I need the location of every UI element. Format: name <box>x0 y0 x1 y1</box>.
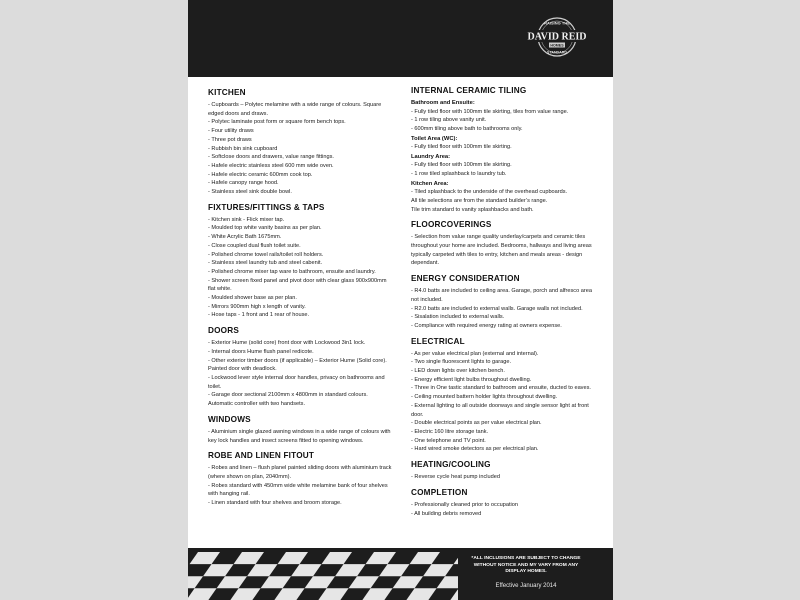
spec-item: - Hafele electric stainless steel 600 mm wide oven. <box>208 162 334 169</box>
spec-section <box>411 86 601 214</box>
brochure-page <box>188 0 613 600</box>
footer-band <box>188 548 613 600</box>
spec-item: - Professionally cleaned prior to occupation <box>411 501 518 508</box>
spec-item: All tile selections are from the standard builder’s range. <box>411 197 548 204</box>
spec-item: - Aluminium single glazed awning windows in a wide range of colours with key lock handles and insect screens fitted to opening windows. <box>208 428 391 444</box>
spec-item: - Mirrors 900mm high x length of vanity. <box>208 303 306 310</box>
spec-item: - Shower screen fixed panel and pivot door with clear glass 900x900mm flat white. <box>208 277 387 293</box>
section-title: FLOORCOVERINGS <box>411 220 492 230</box>
section-title: DOORS <box>208 326 240 336</box>
logo-name: DAVID REID <box>527 31 587 43</box>
spec-item: - Tiled splashback to the underside of the overhead cupboards. <box>411 189 568 196</box>
spec-item: - As per value electrical plan (external and internal). <box>411 350 539 357</box>
spec-item: - R2.0 batts are included to external walls. Garage walls not included. <box>411 305 583 312</box>
spec-section <box>208 415 392 445</box>
spec-item: - Reverse cycle heat pump included <box>411 474 500 481</box>
spec-group <box>411 99 601 134</box>
spec-section <box>208 326 392 409</box>
effective-date: Effective January 2014 <box>495 583 557 589</box>
section-title: HEATING/COOLING <box>411 460 491 470</box>
spec-group <box>411 153 601 179</box>
spec-section <box>411 220 601 268</box>
spec-item: - Internal doors Hume flush panel redicote. <box>208 348 314 355</box>
spec-item: - External lighting to all outside doorways and single sensor light at front door. <box>411 402 589 418</box>
spec-section <box>411 488 601 518</box>
spec-item: - Other exterior timber doors (if applicable) – Exterior Hume (Solid core). Painted door with deadlock. <box>208 357 387 373</box>
group-subtitle: Bathroom and Ensuite: <box>411 100 475 106</box>
spec-item: - Lockwood lever style internal door handles, privacy on bathrooms and toilet. <box>208 374 385 390</box>
spec-group <box>411 180 601 215</box>
spec-item: - Stainless steel sink double bowl. <box>208 189 292 196</box>
spec-section <box>411 460 601 482</box>
section-title: KITCHEN <box>208 88 246 97</box>
spec-item: - Hafele canopy range hood. <box>208 180 279 187</box>
spec-section <box>411 274 601 331</box>
spec-item: - Linen standard with four shelves and broom storage. <box>208 500 342 507</box>
spec-item: - Double electrical points as per value electrical plan. <box>411 420 542 427</box>
spec-item: - Hose taps - 1 front and 1 rear of house. <box>208 312 310 319</box>
spec-item: - Polished chrome towel rails/toilet roll holders. <box>208 251 324 258</box>
spec-item: - Sisalation included to external walls. <box>411 314 505 321</box>
spec-item: - Selection from value range quality underlay/carpets and ceramic tiles throughout your home are included. Bedrooms, hallways and living areas typically carpeted with tiles to entry, kitchen and meals areas - design dependant. <box>411 234 592 267</box>
spec-item: - Robes and linen – flush planel painted sliding doors with aluminium track (where shown on plan, 2040mm). <box>208 465 392 480</box>
spec-item: - 1 row tiling above vanity unit. <box>411 117 487 124</box>
spec-item: - Four utility draws <box>208 128 254 135</box>
spec-item: - R4.0 batts are included to ceiling area. Garage, porch and alfresco area not included. <box>411 288 592 303</box>
left-column <box>208 88 392 514</box>
section-title: ELECTRICAL <box>411 336 465 346</box>
spec-item: - Fully tiled floor with 100mm tile skirting. <box>411 144 512 151</box>
spec-item: - Cupboards – Polytec melamine with a wide range of colours. Square edged doors and draws. <box>208 102 382 117</box>
spec-section <box>208 203 392 320</box>
spec-item: - Hafele electric ceramic 600mm cook top. <box>208 171 313 178</box>
spec-item: - Electric 160 litre storage tank. <box>411 428 489 435</box>
spec-item: - 600mm tiling above bath to bathrooms only. <box>411 125 523 132</box>
spec-item: - Polytec laminate post form or square form bench tops. <box>208 119 346 126</box>
section-title: WINDOWS <box>208 414 251 424</box>
spec-item: - Moulded top white vanity basins as per plan. <box>208 225 322 232</box>
spec-item: - LED down lights over kitchen bench. <box>411 368 505 375</box>
spec-group <box>411 473 601 482</box>
spec-item: - Ceiling mounted battern holder lights throughout dwelling. <box>411 394 558 401</box>
header-band <box>188 0 613 77</box>
group-subtitle: Kitchen Area: <box>411 180 449 187</box>
spec-item: - Close coupled dual flush toilet suite. <box>208 242 301 249</box>
spec-item: - Softclose doors and drawers, value range fittings. <box>208 154 334 161</box>
spec-item: - Two single fluorescent lights to garage. <box>411 359 512 366</box>
checkered-flag-graphic <box>188 548 458 600</box>
spec-item: - Polished chrome mixer tap ware to bathroom, ensuite and laundry. <box>208 268 376 275</box>
spec-group <box>411 501 601 518</box>
spec-item: - Three pot draws <box>208 136 252 143</box>
group-subtitle: Toilet Area (WC): <box>411 135 458 142</box>
logo-top-text: RAISING THE <box>544 20 570 26</box>
spec-item: - Kitchen sink - Flick mixer tap. <box>208 216 285 223</box>
spec-group <box>411 350 601 454</box>
spec-group <box>411 135 601 152</box>
spec-item: - Fully tiled floor with 100mm tile skirting, tiles from value range. <box>411 108 569 115</box>
right-column <box>411 86 601 524</box>
section-title: INTERNAL CERAMIC TILING <box>411 86 527 95</box>
spec-item: - Stainless steel laundry tub and steel cabenit. <box>208 260 323 267</box>
group-subtitle: Laundry Area: <box>411 153 451 160</box>
spec-item: - Energy efficient light bulbs throughout dwelling. <box>411 376 532 383</box>
section-title: COMPLETION <box>411 487 468 497</box>
spec-item: - 1 row tiled splashback to laundry tub. <box>411 171 507 178</box>
spec-item: - All building debris removed <box>411 510 482 517</box>
david-reid-homes-logo <box>521 14 593 60</box>
spec-item: - Garage door sectional 2100mm x 4800mm in standard colours. Automatic controller with two handsets. <box>208 392 368 408</box>
spec-item: Tile trim standard to vanity splashbacks and bath. <box>411 206 534 213</box>
spec-item: - One telephone and TV point. <box>411 437 486 444</box>
logo-bottom-text: STANDARD <box>547 50 567 55</box>
spec-item: - White Acrylic Bath 1675mm. <box>208 234 282 241</box>
spec-item: - Three in One tastic standard to bathroom and ensuite, ducted to eaves. <box>411 385 591 392</box>
section-title: ROBE AND LINEN FITOUT <box>208 451 315 461</box>
spec-item: - Robes standard with 450mm wide white melamine bank of four shelves with hanging rail. <box>208 482 388 498</box>
spec-item: - Moulded shower base as per plan. <box>208 295 297 302</box>
spec-item: - Rubbish bin sink cupboard <box>208 145 278 152</box>
spec-section <box>208 88 392 197</box>
spec-section <box>411 337 601 454</box>
spec-item: - Fully tiled floor with 100mm tile skirting. <box>411 162 512 169</box>
spec-group <box>411 287 601 331</box>
section-title: ENERGY CONSIDERATION <box>411 274 520 284</box>
spec-item: - Compliance with required energy rating at owners expense. <box>411 322 562 329</box>
spec-item: - Hard wired smoke detectors as per electrical plan. <box>411 446 539 453</box>
disclaimer-text: *ALL INCLUSIONS ARE SUBJECT TO CHANGE WITHOUT NOTICE AND MY VARY FROM ANY DISPLAY HOMES. <box>471 556 581 574</box>
spec-item: - Exterior Hume (solid core) front door with Lockwood 3in1 lock. <box>208 340 366 347</box>
spec-section <box>208 451 392 508</box>
logo-homes-text: HOMES <box>550 43 564 48</box>
spec-group <box>411 233 601 268</box>
section-title: FIXTURES/FITTINGS & TAPS <box>208 202 325 212</box>
